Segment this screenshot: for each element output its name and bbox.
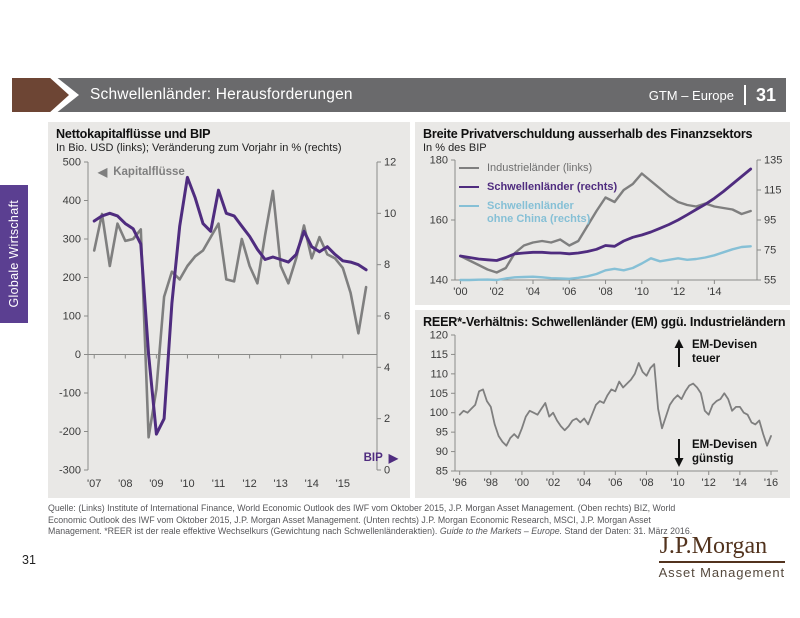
legend-item-em [459,181,617,193]
svg-text:'04: '04 [525,286,541,298]
right-triangle-icon: ▶ [388,451,398,465]
svg-text:-100: -100 [58,387,81,400]
svg-text:10: 10 [384,207,397,220]
svg-text:75: 75 [764,244,777,257]
up-arrow-icon [673,339,685,367]
capital-flows-chart [48,154,410,492]
svg-text:4: 4 [384,361,391,374]
svg-text:'16: '16 [763,477,779,489]
svg-text:160: 160 [429,214,448,227]
panel-private-debt [415,122,790,305]
svg-text:55: 55 [764,274,777,287]
svg-text:'14: '14 [304,478,319,490]
em-currency-cheap-annotation [673,439,774,467]
svg-text:'00: '00 [514,477,530,489]
header-divider [744,85,746,105]
svg-text:'12: '12 [701,477,716,489]
svg-text:'08: '08 [639,477,654,489]
svg-text:120: 120 [429,329,448,342]
down-arrow-icon [673,439,685,467]
svg-text:-200: -200 [58,426,81,438]
svg-text:'13: '13 [273,478,288,490]
svg-text:'96: '96 [452,477,467,489]
svg-text:'98: '98 [483,477,498,489]
industrial-legend-label: Industrieländer (links) [487,162,593,174]
svg-text:100: 100 [429,407,448,420]
capital-flows-title: Nettokapitalflüsse und BIP [56,127,211,141]
svg-text:'08: '08 [118,478,133,490]
svg-text:140: 140 [429,274,448,287]
industrial-line-swatch [459,167,479,169]
private-debt-subtitle: In % des BIP [423,142,487,154]
svg-text:'10: '10 [634,286,649,298]
svg-text:2: 2 [384,413,391,426]
svg-text:500: 500 [62,156,81,169]
source-text [48,503,696,538]
svg-text:95: 95 [435,426,448,439]
svg-text:'11: '11 [211,478,226,490]
gtm-europe-label: GTM – Europe [648,87,734,103]
jpmorgan-wordmark: J.P.Morgan [659,534,785,563]
svg-text:200: 200 [62,272,81,284]
svg-text:'02: '02 [489,286,504,298]
svg-text:'10: '10 [180,478,195,490]
svg-text:-300: -300 [58,464,81,477]
svg-text:135: 135 [764,154,783,167]
em-currency-expensive-text: EM-Devisen teuer [692,339,758,365]
capital-flows-label-text: Kapitalflüsse [113,166,185,178]
em-ex-china-line-swatch [459,205,479,207]
svg-text:'15: '15 [335,478,350,490]
svg-text:'12: '12 [670,286,686,298]
svg-text:300: 300 [62,233,81,246]
capital-flows-series-label [98,166,185,178]
svg-text:8: 8 [384,259,391,272]
svg-text:'06: '06 [562,286,577,298]
panel-reer [415,310,790,498]
reer-chart-area [415,329,790,491]
svg-text:90: 90 [435,446,448,459]
svg-text:115: 115 [430,348,448,361]
svg-text:'06: '06 [608,477,623,489]
asset-management-label: Asset Management [658,564,785,580]
svg-text:'08: '08 [598,286,613,298]
svg-text:95: 95 [764,214,777,227]
left-triangle-icon: ◀ [98,165,108,179]
svg-text:100: 100 [62,310,81,323]
svg-text:0: 0 [384,464,391,477]
private-debt-title: Breite Privatverschuldung ausserhalb des Finanzsektors [423,127,753,141]
svg-text:6: 6 [384,310,391,323]
legend-item-em-ex-china [459,200,617,225]
svg-text:'09: '09 [149,478,164,490]
svg-text:85: 85 [435,465,448,478]
svg-text:'14: '14 [707,286,722,298]
svg-text:110: 110 [430,368,448,381]
legend-item-industrial [459,162,617,174]
sidebar-category-tab [0,185,28,323]
source-publication: Guide to the Markets – Europe. [439,526,563,537]
gdp-series-label [364,452,398,464]
em-legend-label: Schwellenländer (rechts) [487,181,618,193]
svg-text:'10: '10 [670,477,685,489]
sidebar-category-label: Globale Wirtschaft [7,200,21,308]
header-bar [12,78,786,112]
em-ex-china-legend-label: Schwellenländer ohne China (rechts) [487,200,591,225]
em-line-swatch [459,186,479,188]
svg-text:'02: '02 [545,477,561,489]
svg-text:12: 12 [384,156,397,169]
capital-flows-chart-area [48,154,410,492]
svg-text:115: 115 [764,184,782,197]
source-prefix: Quelle: (Links) Institute of International Finance, World Economic Outlook des IWF vom Oktober 2015, J.P. Morgan Asset Management. (Oben rechts) BIZ, World Economic Outlook des IWF vom Oktober 2015, J.P. Morgan Asset Management. (Unten rechts) J.P. Morgan Economic Research, MSCI, J.P. Morgan Asset Management. *REER ist der reale effektive Wechselkurs (Gewichtung nach Schwellenländeraktien). [48,503,676,537]
panel-capital-flows [48,122,410,498]
reer-title: REER*-Verhältnis: Schwellenländer (EM) ggü. Industrieländern [423,315,786,329]
gdp-label-text: BIP [363,452,383,464]
header-right-group [649,78,776,112]
svg-text:'04: '04 [577,477,592,489]
capital-flows-subtitle: In Bio. USD (links); Veränderung zum Vorjahr in % (rechts) [56,142,342,154]
page-number-footer: 31 [22,553,36,567]
em-currency-cheap-text: EM-Devisen günstig [692,439,758,466]
svg-text:0: 0 [74,349,81,361]
source-suffix: Stand der Daten: 31. März 2016. [562,526,693,537]
svg-text:'00: '00 [453,286,468,298]
svg-text:'12: '12 [242,478,257,490]
svg-text:'14: '14 [732,477,748,489]
svg-text:'07: '07 [87,478,102,490]
svg-text:400: 400 [62,195,81,207]
header-page-number: 31 [755,84,776,105]
slide-title: Schwellenländer: Herausforderungen [90,86,353,103]
private-debt-chart-area [415,154,790,300]
em-currency-expensive-annotation [673,339,774,367]
svg-text:105: 105 [429,387,448,400]
jpmorgan-logo [659,534,785,580]
svg-text:180: 180 [429,154,448,167]
private-debt-legend [459,162,617,232]
